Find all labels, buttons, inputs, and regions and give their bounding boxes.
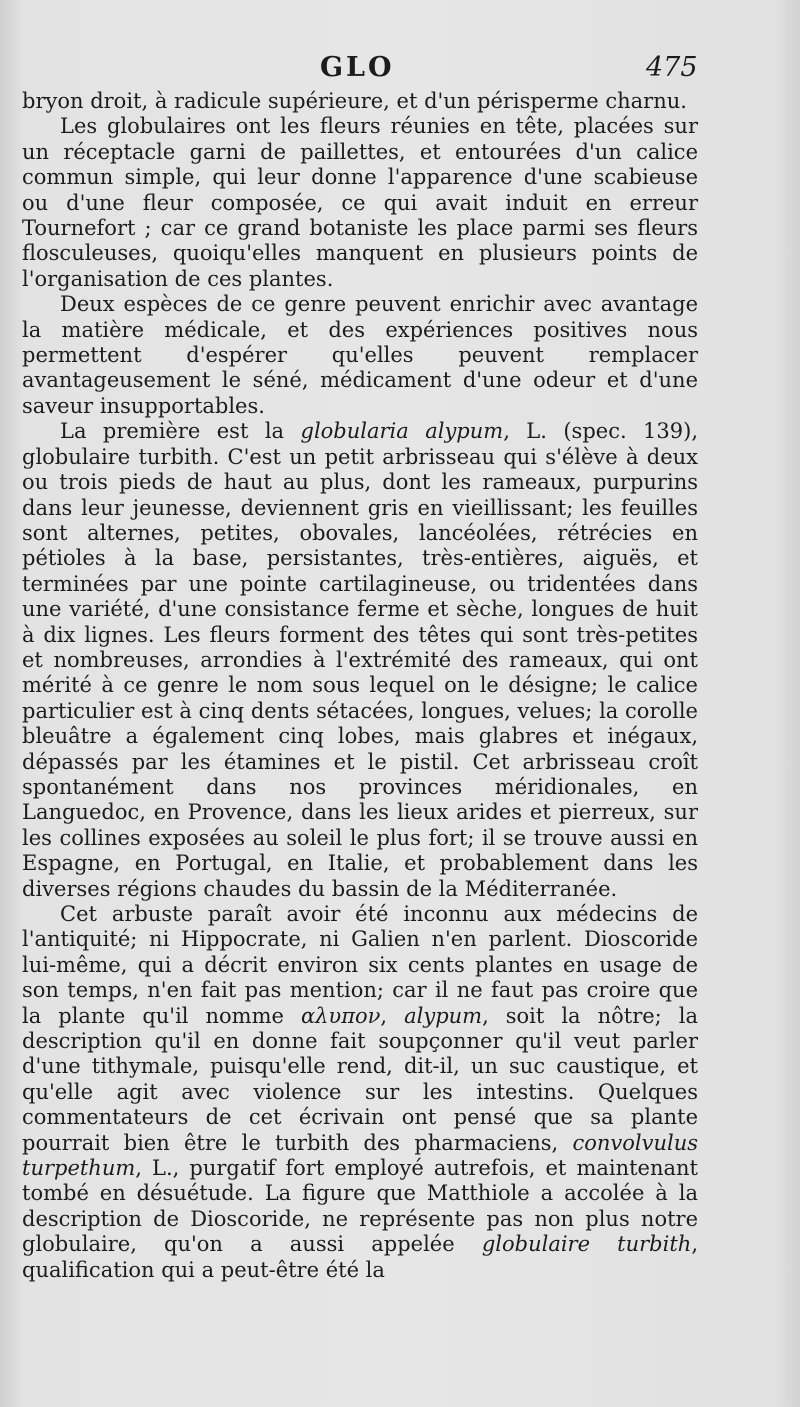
page-number: 475 (646, 52, 698, 83)
body-text (22, 89, 698, 1283)
paragraph-medical-species: Deux espèces de ce genre peuvent enrichir avec avantage la matière médicale, et des expériences positives nous permettent d'espérer qu'elles peuvent remplacer avantageusement le séné, médicament d'une odeur et d'une saveur insupportables. (22, 292, 698, 418)
species-name: globularia alypum (300, 419, 504, 444)
species-name-turpethum: convolvulus turpethum (22, 1130, 698, 1181)
latin-name: alypum (404, 1003, 483, 1028)
greek-name: αλυπον (300, 1003, 381, 1028)
paragraph-continuation: bryon droit, à radicule supérieure, et d'un périsperme charnu. (22, 89, 687, 113)
common-name: globulaire turbith (481, 1232, 692, 1257)
paragraph-globulaires-description: Les globulaires ont les fleurs réunies en tête, placées sur un réceptacle garni de paillettes, et entourées d'un calice commun simple, qui leur donne l'apparence d'une scabieuse ou d'une fleur composée, ce qui avait induit en erreur Tournefort ; car ce grand botaniste les place parmi ses fleurs flosculeuses, quoiqu'elles manquent en plusieurs points de l'organisation de ces plantes. (22, 114, 698, 291)
paragraph-history: Cet arbuste paraît avoir été inconnu aux médecins de l'antiquité; ni Hippocrate, ni Galien n'en parlent. Dioscoride lui-même, qui a décrit environ six cents plantes en usage de son temps, n'en fait pas mention; car il ne faut pas croire que la plante qu'il nomme αλυπον, alypum, soit la nôtre; la description qu'il en donne fait soupçonner qu'il veut parler d'une tithymale, puisqu'elle rend, dit-il, un suc caustique, et qu'elle agit avec violence sur les intestins. Quelques commentateurs de cet écrivain ont pensé que sa plante pourrait bien être le turbith des pharmaciens, convolvulus turpethum, L., purgatif fort employé autrefois, et maintenant tombé en désuétude. La figure que Matthiole a accolée à la description de Dioscoride, ne représente pas non plus notre globulaire, qu'on a aussi appelée globulaire turbith, qualification qui a peut-être été la (22, 902, 698, 1282)
page-header (0, 52, 800, 88)
running-head: GLO (320, 52, 395, 83)
paragraph-globularia-alypum: La première est la globularia alypum, L. (spec. 139), globulaire turbith. C'est un petit arbrisseau qui s'élève à deux ou trois pieds de haut au plus, dont les rameaux, purpurins dans leur jeunesse, deviennent gris en vieillissant; les feuilles sont alternes, petites, obovales, lancéolées, rétrécies en pétioles à la base, persistantes, très-entières, aiguës, et terminées par une pointe cartilagineuse, ou tridentées dans une variété, d'une consistance ferme et sèche, longues de huit à dix lignes. Les fleurs forment des têtes qui sont très-petites et nombreuses, arrondies à l'extrémité des rameaux, qui ont mérité à ce genre le nom sous lequel on le désigne; le calice particulier est à cinq dents sétacées, longues, velues; la corolle bleuâtre a également cinq lobes, mais glabres et inégaux, dépassés par les étamines et le pistil. Cet arbrisseau croît spontanément dans nos provinces méridionales, en Languedoc, en Provence, dans les lieux arides et pierreux, sur les collines exposées au soleil le plus fort; il se trouve aussi en Espagne, en Portugal, en Italie, et probablement dans les diverses régions chaudes du bassin de la Méditerranée. (22, 419, 699, 901)
